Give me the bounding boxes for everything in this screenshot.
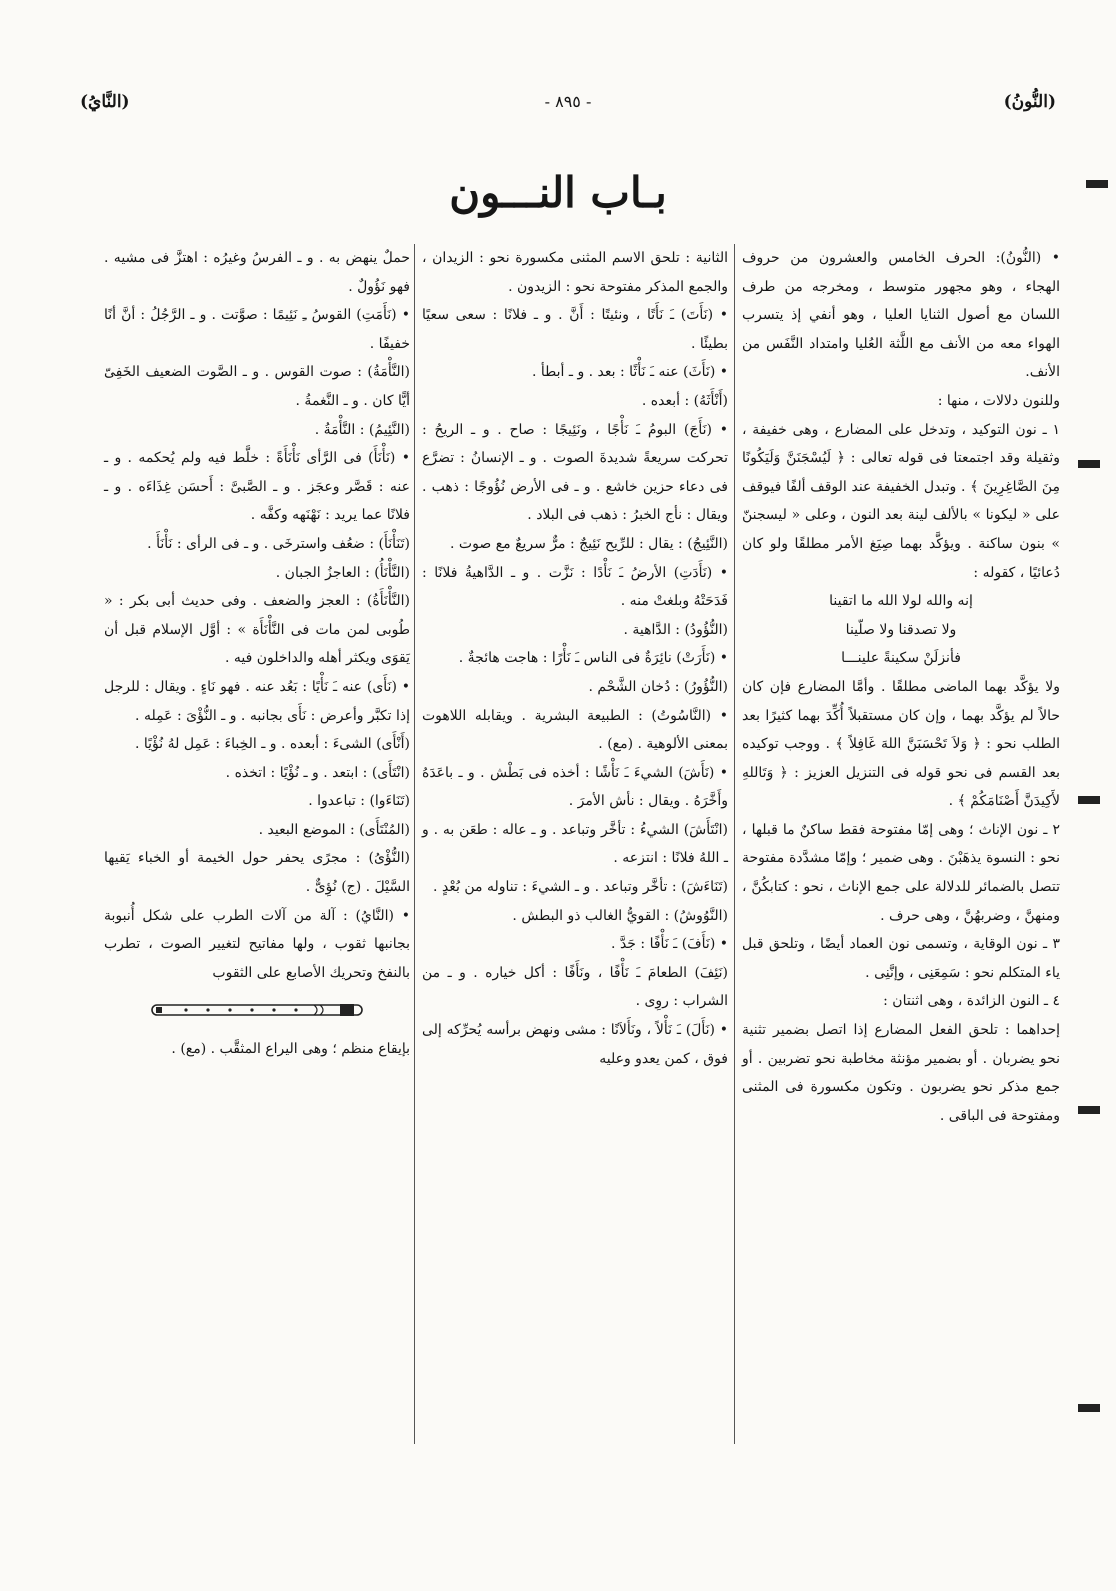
entry: (نَئِفَ) الطعامَ ـَ نَأْفًا ، ونَأَفًا : أكل خياره . و ـ من الشراب : روِى .: [422, 964, 728, 1010]
entry: ولا يؤكَّد بهما الماضى مطلقًا . وأمَّا المضارع فإن كان حالاً لم يؤكَّد بهما ، وإن كان مستقبلاً أُكِّدَ بهما كثيرًا بعد الطلب نحو : ﴿ وَلاَ تَحْسَبَنَّ اللهَ غَافِلاً ﴾ . ووجب توكيده بعد القسم فى نحو قوله فى التنزيل العزيز : ﴿ وَتَاللهِ لأَكِيدَنَّ أَصْنَامَكُمْ ﴾ .: [742, 678, 1060, 810]
column-divider: [734, 244, 735, 1444]
entry: (النُّؤُودُ) : الدَّاهية .: [623, 621, 728, 638]
entry: (النَّأْنَأُ) : العاجزُ الجبان .: [275, 564, 410, 581]
entry: ١ ـ نون التوكيد ، وتدخل على المضارع ، وهى خفيفة ، وثقيلة وقد اجتمعتا فى قوله تعالى : ﴿ لَيُسْجَنَنَّ وَلَيَكُونًا مِنَ الصَّاغِرِينَ ﴾ . وتبدل الخفيفة عند الوقف ألفًا فيوقف على « ليكونا » بالألف لينة بعد النون ، وعلى « ليسجننّ » بنون ساكنة . ويؤكَّد بهما صِيَغ الأمر مطلقًا ولو كان دُعائيًا ، كقوله :: [742, 421, 1060, 581]
entry: • (نَأَشَ) الشيءَ ـَ نَأْشًا : أخذه فى بَطْش . و ـ باعَدَهُ وأَخَّرَهُ . ويقال : نأش الأمرَ .: [422, 764, 728, 810]
margin-mark: [1078, 1404, 1100, 1412]
header-left-entry: (النَّايُ): [80, 92, 130, 112]
entry: (النَّئِيمُ) : النَّأْمَةُ .: [314, 421, 410, 438]
entry: (انْتَأَى) : ابتعد . و ـ نُؤْيًا : اتخذه .: [225, 764, 410, 781]
margin-mark: [1078, 460, 1100, 468]
entry: ٤ ـ النون الزائدة ، وهى اثنتان :: [883, 993, 1060, 1010]
verse-line: إنه والله لولا الله ما اتقينا: [829, 593, 973, 610]
entry: (النُّؤُورُ) : دُخان الشَّحْم .: [588, 678, 728, 695]
column-right: [742, 244, 1060, 1130]
entry: (انْتَأَشَ) الشيءُ : تأخَّر وتباعد . و ـ عاله : طعَن به . و ـ اللهُ فلانًا : انتزعه .: [422, 821, 728, 867]
entry: • (النَّاسُوتُ) : الطبيعة البشرية . ويقابله اللاهوت بمعنى الألوهية . (مع) .: [422, 707, 728, 753]
entry: ٢ ـ نون الإناث ؛ وهى إمّا مفتوحة فقط ساكنٌ ما قبلها ، نحو : النسوة يذهَبْنَ . وهى ضمير ؛ وإمّا مشدَّدة مفتوحة تتصل بالضمائر للدلالة على جمع الإناث ، نحو : كتابكُنَّ ، ومنهنَّ ، وضربهُنَّ ، وهى حرف .: [742, 821, 1060, 924]
entry: • (نَأَدَتِ) الأرضُ ـَ نَأْدًا : نَزَّت . و ـ الدَّاهيةُ فلانًا : فَدَحَتْهُ وبلغتْ منه .: [422, 564, 728, 610]
header-right-entry: (النُّونُ): [1003, 92, 1056, 112]
page-number: - ٨٩٥ -: [544, 92, 592, 111]
entry: (النُّؤْىُ) : مجرًى يحفر حول الخيمة أو الخباء يَقيها السَّيْلَ . (ج) نُؤِىٌّ .: [104, 850, 410, 896]
entry: ٣ ـ نون الوقاية ، وتسمى نون العماد أيضًا ، وتلحق قبل ياء المتكلم نحو : سَمِعَنِى ، وإنَّنِى .: [742, 936, 1060, 981]
entry: (النَّوُوشُ) : القويُّ الغالب ذو البطش .: [512, 907, 728, 924]
entry: (النَّأْنَأَةُ) : العجز والضعف . وفى حديث أبى بكر : « طُوبى لمن مات فى النَّأْنَأَة » : أوَّل الإسلام قبل أن يَقوَى ويكثر أهله والداخلون فيه .: [104, 593, 410, 667]
entry: • (نَأَفَ) ـَ نَأْفًا : جَدَّ .: [611, 936, 728, 953]
chapter-title: بـاب النـــون: [449, 168, 667, 217]
entry: (أَنْأَى) الشىءَ : أبعده . و ـ الخِباءَ : عَمِل لهُ نُؤْيًا .: [134, 736, 410, 753]
column-divider: [414, 244, 415, 1444]
entry: • (نَأَثَ) عنه ـَ نَأْثًا : بعد . و ـ أبطأ .: [532, 364, 728, 381]
entry: • (نَأَجَ) البومُ ـَ نَأْجًا ، ونَئِيجًا : صاح . و ـ الريحُ : تحركت سريعةً شديدةَ الصوت . و ـ الإنسانُ : تضرَّع فى دعاء حزين خاشع . و ـ فى الأرض نُؤُوجًا : ذهب . ويقال : نأج الخبرُ : ذهب فى البلاد .: [422, 421, 728, 524]
entry: حملٌ ينهض به . و ـ الفرسُ وغيرُه : اهتزَّ فى مشيه . فهو نَؤُولٌ .: [104, 250, 410, 295]
entry: • (النَّايُ) : آلة من آلات الطرب على شكل أُنبوبة بجانبها ثقوب ، ولها مفاتيح لتغيير الصوت ، تطرب بالنفخ وتحريك الأصابع على الثقوب: [104, 907, 410, 981]
entry: الثانية : تلحق الاسم المثنى مكسورة نحو : الزيدان ، والجمع المذكر مفتوحة نحو : الزيدون .: [422, 250, 728, 295]
entry: • (نَأَى) عنه ـَ نَأْيًا : بَعُد عنه . فهو نَاءٍ . ويقال : للرجل إذا تكبَّر وأعرض : نَأَى بجانبه . و ـ النُّؤْىَ : عَمِله .: [104, 678, 410, 724]
verse-line: ولا تصدقنا ولا صلّينا: [845, 621, 957, 638]
entry: • (نَأَلَ) ـَ نَأْلاً ، ونَأَلاَنًا : مشى ونهض برأسه يُحرِّكه إلى فوق ، كمن يعدو وعليه: [422, 1022, 728, 1067]
running-header: [80, 92, 1056, 122]
entry: (تَنَاءَوا) : تباعدوا .: [308, 793, 410, 810]
margin-mark: [1078, 796, 1100, 804]
entry: • (النُّونُ): الحرف الخامس والعشرون من حروف الهجاء ، وهو مجهور متوسط ، ومخرجه من طرف اللسان مع أصول الثنايا العليا ، وهو أنفي إذ يتسرب الهواء معه من الأنف مع اللَّثة العُليا وامتداد النَّفَس من الأنف.: [742, 250, 1060, 381]
entry: وللنون دلالات ، منها :: [937, 392, 1060, 409]
entry: (تَنَأْنَأَ) : ضعُف واسترخَى . و ـ فى الرأى : نَأْنَأَ .: [147, 535, 410, 552]
entry: (النَّأْمَةُ) : صوت القوس . و ـ الصَّوت الضعيف الخَفِىّ أيًّا كان . و ـ النَّغمةُ .: [104, 364, 410, 409]
entry: • (نَأَرَتْ) نائِرَةٌ فى الناس ـَ نَأْرًا : هاجت هائجةٌ .: [458, 650, 728, 667]
entry: • (نَأْنَأَ) فى الرَّأى نَأْنَأَةً : خلَّط فيه ولم يُحكمه . و ـ عنه : قَصَّر وعجَز . و ـ الصَّبىَّ : أَحسَن غِذَاءَه . و ـ فلانًا عما يريد : نَهْنَهه وكفَّه .: [104, 450, 410, 524]
entry: • (نَأَمَتِ) القوسُ ـِ نَئِيمًا : صوَّتت . و ـ الرَّجُلُ : أنَّ أنًا خفيفًا .: [104, 307, 410, 352]
entry: (النَّئِيجُ) : يقال : للرِّيح نَئِيجٌ : مرٌّ سريعٌ مع صوت .: [450, 535, 728, 552]
entry: بإيقاع منظم ؛ وهى اليراع المثقَّب . (مع) .: [171, 1041, 410, 1058]
nay-flute-illustration: [146, 999, 368, 1021]
entry: (المُنْتَأَى) : الموضع البعيد .: [258, 821, 410, 838]
verse-line: فأنزلَنْ سكينةً علينـــا: [841, 650, 961, 667]
entry: (أَنْأَثَهُ) : أبعده .: [641, 392, 728, 409]
entry: إحداهما : تلحق الفعل المضارع إذا اتصل بضمير تثنية نحو يضربان . أو بضمير مؤنثة مخاطبة نحو تضربين . أو جمع مذكر نحو يضربون . وتكون مكسورة فى المثنى ومفتوحة فى الباقى .: [742, 1022, 1060, 1124]
column-middle: [422, 244, 728, 1073]
entry: (تَنَاءَشَ) : تأخَّر وتباعد . و ـ الشيءَ : تناوله من بُعْدٍ .: [433, 879, 728, 896]
column-left: [104, 244, 410, 1064]
entry: • (نَأَتَ) ـَ نَأَتًا ، ونئيتًا : أَنَّ . و ـ فلانًا : سعى سعيًا بطيئًا .: [422, 307, 728, 352]
margin-mark: [1078, 1106, 1100, 1114]
